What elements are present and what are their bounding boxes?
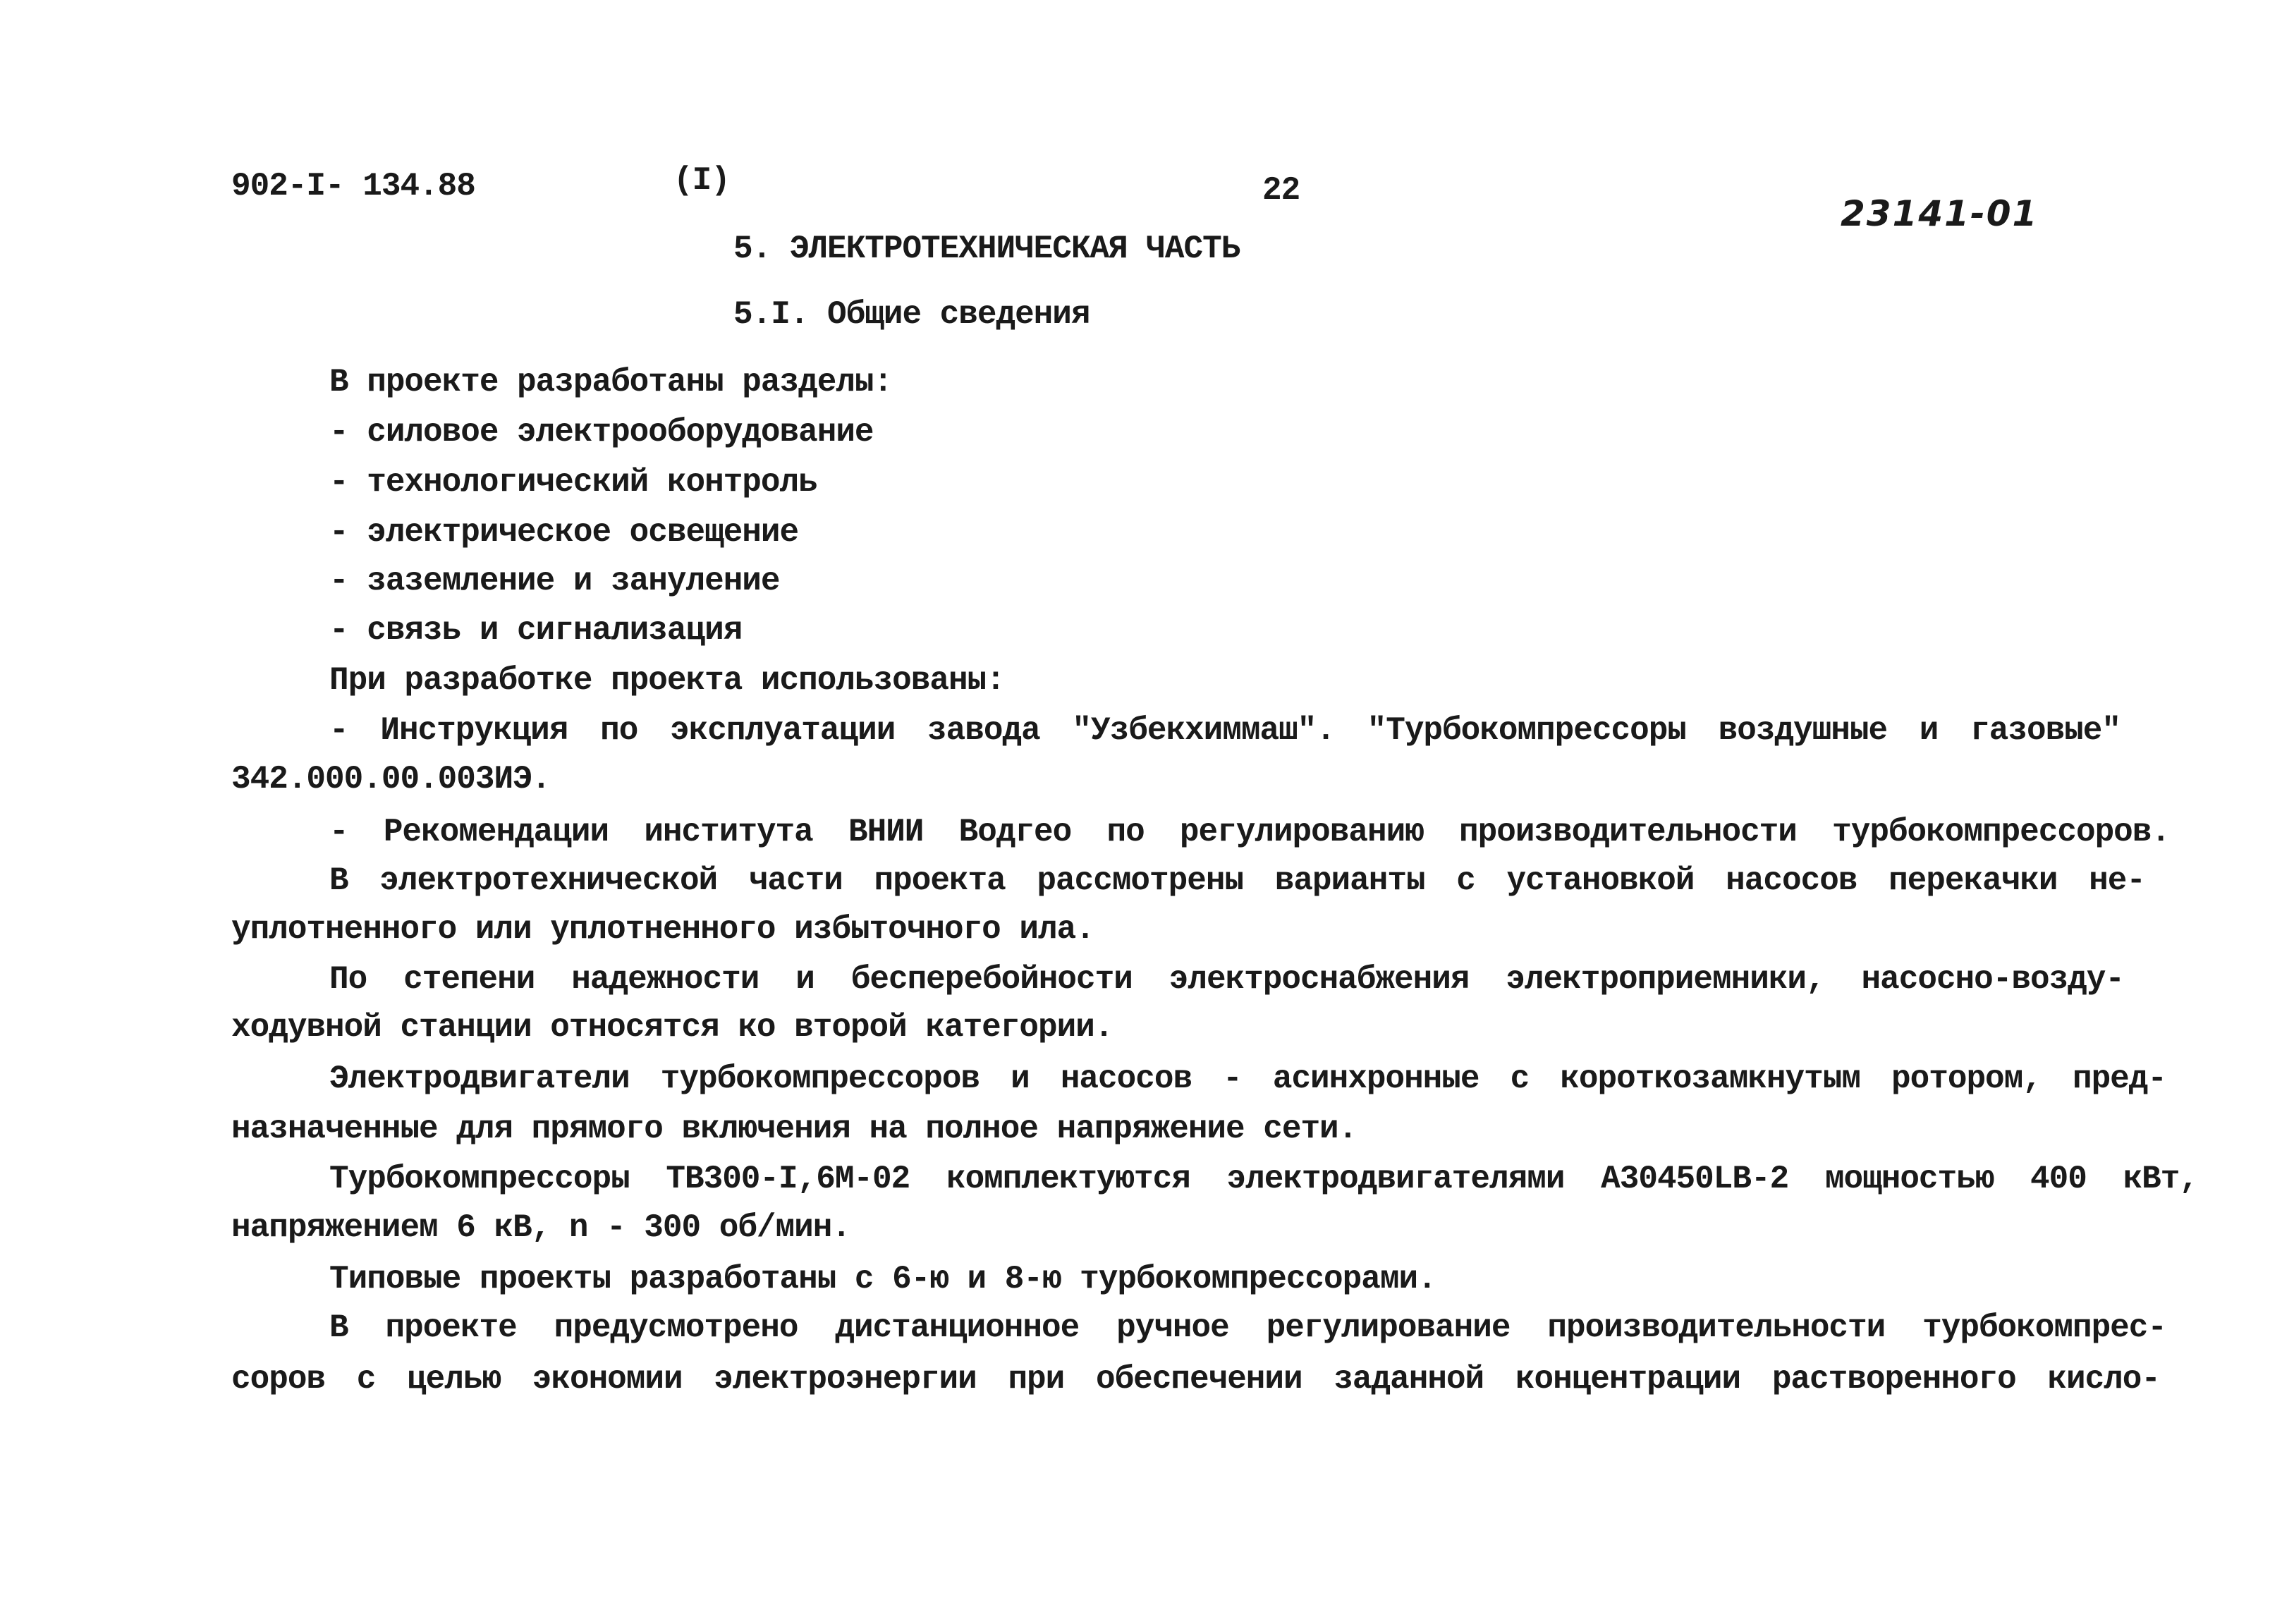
- text-line: В проекте предусмотрено дистанционное ручное регулирование производительности турбокомпрес-: [329, 1309, 2166, 1346]
- handwritten-stamp-number: 23141-01: [1841, 193, 2039, 234]
- volume-number: (I): [673, 162, 730, 199]
- text-line: - Инструкция по эксплуатации завода "Узбекхиммаш". "Турбокомпрессоры воздушные и газовые": [329, 712, 2121, 749]
- text-line: При разработке проекта использованы:: [329, 662, 1005, 699]
- text-line: В проекте разработаны разделы:: [329, 364, 893, 401]
- page-number: 22: [1262, 172, 1300, 209]
- text-line: назначенные для прямого включения на полное напряжение сети.: [231, 1111, 1357, 1147]
- document-code: 902-I- 134.88: [231, 168, 475, 204]
- text-line: По степени надежности и бесперебойности электроснабжения электроприемники, насосно-возду-: [329, 961, 2124, 998]
- text-line: соров с целью экономии электроэнергии при обеспечении заданной концентрации растворенного кисло-: [231, 1361, 2160, 1398]
- section-title: 5. ЭЛЕКТРОТЕХНИЧЕСКАЯ ЧАСТЬ: [733, 231, 1240, 267]
- text-line: Электродвигатели турбокомпрессоров и насосов - асинхронные с короткозамкнутым ротором, пред-: [329, 1061, 2166, 1097]
- text-line: Типовые проекты разработаны с 6-ю и 8-ю турбокомпрессорами.: [329, 1261, 1436, 1298]
- text-line: уплотненного или уплотненного избыточного ила.: [231, 911, 1094, 948]
- text-line: - Рекомендации института ВНИИ Водгео по регулированию производительности турбокомпрессоров.: [329, 814, 2170, 850]
- subsection-title: 5.I. Общие сведения: [733, 296, 1090, 333]
- list-item: - заземление и зануление: [329, 563, 780, 599]
- list-item: - силовое электрооборудование: [329, 414, 874, 451]
- text-line: 342.000.00.003ИЭ.: [231, 761, 551, 798]
- text-line: ходувной станции относятся ко второй категории.: [231, 1009, 1113, 1046]
- text-line: В электротехнической части проекта рассмотрены варианты с установкой насосов перекачки не-: [329, 862, 2145, 899]
- list-item: - технологический контроль: [329, 464, 817, 501]
- text-line: Турбокомпрессоры ТВ300-I,6М-02 комплектуются электродвигателями А30450LВ-2 мощностью 400 кВт,: [329, 1161, 2198, 1197]
- list-item: - связь и сигнализация: [329, 612, 743, 649]
- text-line: напряжением 6 кВ, n - 300 об/мин.: [231, 1209, 850, 1246]
- list-item: - электрическое освещение: [329, 514, 799, 551]
